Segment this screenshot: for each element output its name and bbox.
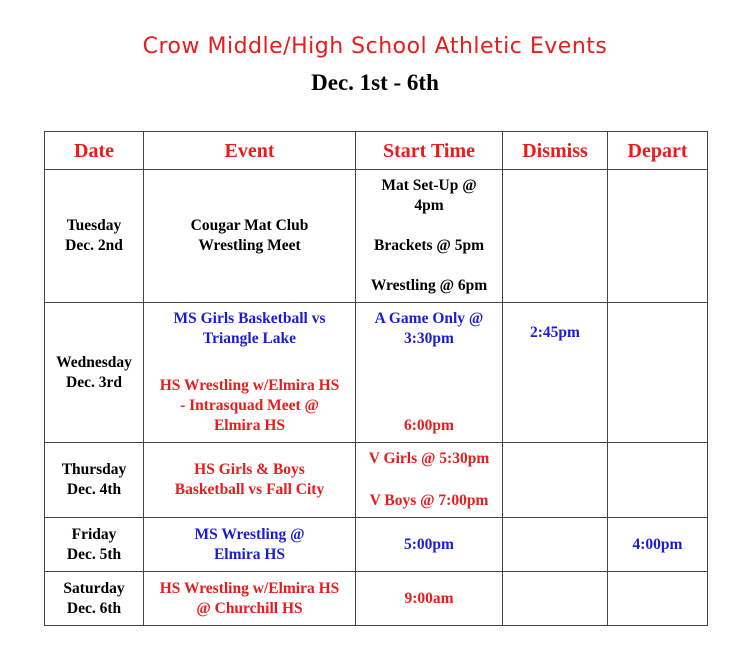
header-dismiss: Dismiss: [503, 132, 608, 170]
start-time-text: V Girls @ 5:30pm: [368, 450, 490, 467]
date-cell: [45, 572, 144, 626]
start-time-text: 9:00am: [404, 589, 454, 607]
header-event: Event: [144, 132, 356, 170]
start-time-text: 6:00pm: [404, 417, 454, 434]
date-cell: [45, 443, 144, 518]
date-cell: [45, 170, 144, 303]
start-time-text: Wrestling @ 6pm: [370, 277, 488, 294]
date-range-subtitle: Dec. 1st - 6th: [311, 70, 439, 95]
date-text: Saturday Dec. 6th: [63, 579, 125, 617]
header-date: Date: [45, 132, 144, 170]
header-depart: Depart: [608, 132, 708, 170]
event-cell: [144, 443, 356, 518]
table-row: [45, 518, 708, 572]
event-text: HS Wrestling w/Elmira HS - Intrasquad Meet @ Elmira HS: [159, 377, 340, 434]
table-row: [45, 572, 708, 626]
event-text: HS Girls & Boys Basketball vs Fall City: [174, 461, 325, 498]
depart-text: 4:00pm: [632, 535, 683, 553]
event-cell: [144, 518, 356, 572]
start-time-text: Brackets @ 5pm: [374, 237, 484, 254]
event-cell: [144, 572, 356, 626]
event-cell: [144, 170, 356, 303]
header-row: [45, 132, 708, 170]
dismiss-text: 2:45pm: [530, 324, 580, 341]
date-text: Tuesday Dec. 2nd: [65, 217, 123, 254]
date-text: Friday Dec. 5th: [66, 525, 122, 563]
dismiss-cell: [503, 170, 608, 303]
date-cell: [45, 303, 144, 443]
depart-cell: [608, 303, 708, 443]
start-time-text: 5:00pm: [404, 535, 454, 553]
events-table: [44, 131, 708, 626]
dismiss-cell: [503, 303, 608, 443]
start-time-cell: [356, 518, 503, 572]
event-text: MS Girls Basketball vs Triangle Lake: [173, 310, 326, 347]
depart-cell: [608, 572, 708, 626]
start-time-cell: [356, 303, 503, 443]
event-text: HS Wrestling w/Elmira HS @ Churchill HS: [159, 579, 340, 617]
start-time-cell: [356, 572, 503, 626]
date-text: Wednesday Dec. 3rd: [56, 353, 132, 391]
event-text: MS Wrestling @ Elmira HS: [194, 525, 305, 563]
table-row: [45, 303, 708, 443]
dismiss-cell: [503, 443, 608, 518]
event-text: Cougar Mat Club Wrestling Meet: [190, 217, 309, 254]
table-row: [45, 170, 708, 303]
depart-cell: [608, 518, 708, 572]
date-text: Thursday Dec. 4th: [61, 461, 127, 498]
depart-cell: [608, 443, 708, 518]
event-cell: [144, 303, 356, 443]
dismiss-cell: [503, 572, 608, 626]
page-title: Crow Middle/High School Athletic Events: [142, 34, 608, 59]
start-time-cell: [356, 443, 503, 518]
table-row: [45, 443, 708, 518]
dismiss-cell: [503, 518, 608, 572]
start-time-cell: [356, 170, 503, 303]
date-cell: [45, 518, 144, 572]
depart-cell: [608, 170, 708, 303]
start-time-text: A Game Only @ 3:30pm: [374, 310, 484, 347]
start-time-text: Mat Set-Up @ 4pm: [381, 177, 477, 214]
start-time-text: V Boys @ 7:00pm: [369, 492, 489, 509]
header-start-time: Start Time: [356, 132, 503, 170]
